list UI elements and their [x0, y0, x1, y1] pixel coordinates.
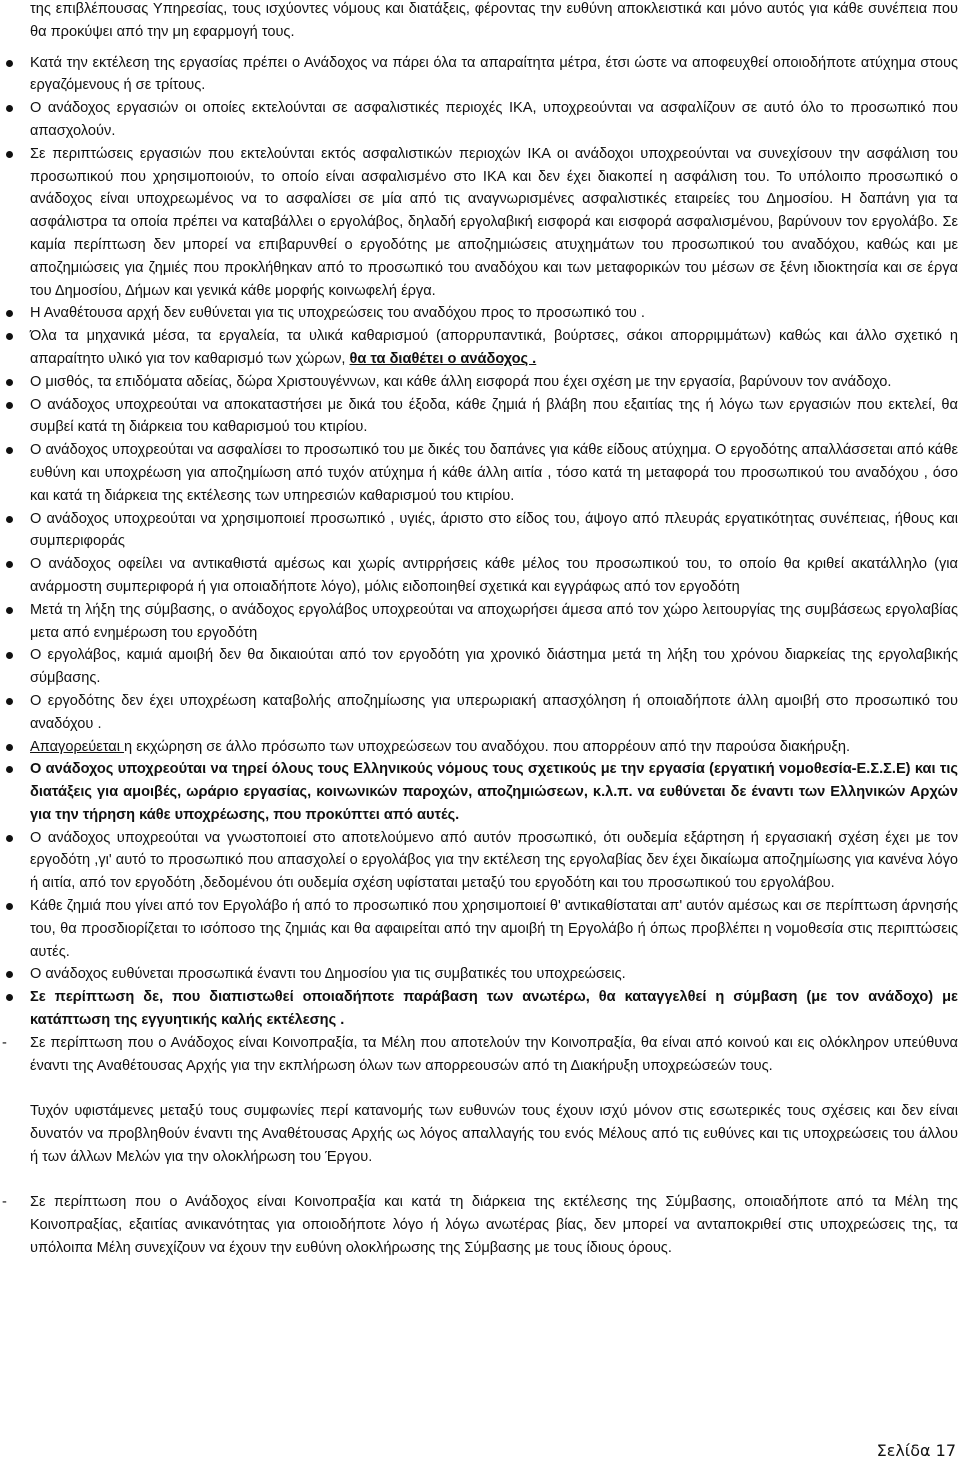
dash-item-member-inability: - Σε περίπτωση που ο Ανάδοχος είναι Κοινοπραξία και κατά τη διάρκεια της εκτέλεσης της Σύμβασης, οποιαδήποτε από τα Μέλη της Κοινοπραξίας, εξαιτίας ανικανότητας για οποιοδήποτε λόγο ή λόγω ανωτέρας βίας, δεν μπορεί να ανταποκριθεί στις υποχρεώσεις της, τα υπόλοιπα Μέλη συνεχίζουν να έχουν την ευθύνη ολοκλήρωσης της Σύμβασης με τους ίδιους όρους.	[0, 1191, 960, 1259]
bullet-icon	[6, 994, 13, 1001]
list-item: Ο ανάδοχος εργασιών οι οποίες εκτελούνται σε ασφαλιστικές περιοχές ΙΚΑ, υποχρεούνται να ασφαλίζουν σε αυτό όλο το προσωπικό που απασχολούν.	[0, 97, 960, 143]
list-item: Ο ανάδοχος ευθύνεται προσωπικά έναντι του Δημοσίου για τις συμβατικές του υποχρεώσεις.	[0, 963, 960, 986]
list-item: Σε περιπτώσεις εργασιών που εκτελούνται εκτός ασφαλιστικών περιοχών ΙΚΑ οι ανάδοχοι υποχρεούνται να συνεχίσουν την ασφάλιση του προσωπικού που χρησιμοποιούν, το οποίο είναι ασφαλισμένο στο ΙΚΑ και δεν έχει διακοπεί η ασφάλιση του. Το υπόλοιπο προσωπικό ο ανάδοχος είναι υποχρεωμένος να το ασφαλίσει σε μία από τις αναγνωρισμένες ασφαλιστικές εταιρείες του Δημοσίου. Η δαπάνη για τα ασφάλιστρα τα οποία πρέπει να καταβάλλει ο εργολάβος, δηλαδή εργολαβική εισφορά και εισφορά ασφαλισμένου, βαρύνουν τον εργολάβο. Σε καμία περίπτωση δεν μπορεί να επιβαρυνθεί ο εργοδότης με αποζημιώσεις ατυχημάτων του προσωπικού του αναδόχου, καθώς και με αποζημιώσεις για ζημιές που προκλήθηκαν από το προσωπικό του αναδόχου και των μεταφορικών του μέσων σε ξένη ιδιοκτησία και σε έργα του Δημοσίου, Δήμων και γενικά κάθε μορφής κοινωφελή έργα.	[0, 143, 960, 303]
bullet-icon	[6, 60, 13, 67]
spacer	[0, 44, 960, 52]
emphasis-text: θα τα διαθέτει ο ανάδοχος .	[349, 350, 537, 367]
underlined-text: Απαγορεύεται	[30, 738, 125, 755]
list-item	[0, 758, 960, 826]
spacer	[0, 1077, 960, 1100]
list-item: Μετά τη λήξη της σύμβασης, ο ανάδοχος εργολάβος υποχρεούται να αποχωρήσει άμεσα από τον χώρο λειτουργίας της συμβάσεως εργολαβίας μετα από ενημέρωση του εργοδότη	[0, 599, 960, 645]
bullet-icon	[6, 835, 13, 842]
dash-marker: -	[2, 1194, 7, 1211]
list-item: Ο μισθός, τα επιδόματα αδείας, δώρα Χριστουγέννων, και κάθε άλλη εισφορά που έχει σχέση με την εργασία, βαρύνουν τον ανάδοχο.	[0, 371, 960, 394]
list-item: Η Αναθέτουσα αρχή δεν ευθύνεται για τις υποχρεώσεις του αναδόχου προς το προσωπικό του .	[0, 302, 960, 325]
list-item: Ο ανάδοχος υποχρεούται να γνωστοποιεί στο αποτελούμενο από αυτόν προσωπικό, ότι ουδεμία εξάρτηση ή εργασιακή σχέση έχει με τον εργοδότη ,γι' αυτό το προσωπικό που απασχολεί ο εργολάβος για την εκτέλεση της εργολαβίας δεν έχει δικαίωμα αποζημίωσης για κανένα λόγο ή αιτία, από τον εργοδότη ,δεδομένου ότι ουδεμία σχέση υφίσταται μεταξύ του εργοδότη και του προσωπικού του εργολάβου.	[0, 827, 960, 895]
list-item	[0, 986, 960, 1032]
continuation-text: της επιβλέπουσας Υπηρεσίας, τους ισχύοντες νόμους και διατάξεις, φέροντας την ευθύνη αποκλειστικά και μόνο αυτός για κάθε συνέπεια που θα προκύψει από την μη εφαρμογή τους.	[30, 1, 958, 40]
list-item: Ο ανάδοχος υποχρεούται να ασφαλίσει το προσωπικό του με δικές του δαπάνες για κάθε είδους ατύχημα. Ο εργοδότης απαλλάσσεται από κάθε ευθύνη και υποχρέωση για αποζημίωση από τυχόν ατύχημα ή κάθε άλλη αιτία , τόσο κατά τη μεταφορά του προσωπικού του αναδόχου , όσο και κατά τη διάρκεια της εκτέλεσης των υπηρεσιών καθαρισμού του κτιρίου.	[0, 439, 960, 507]
bullet-icon	[6, 766, 13, 773]
dash-item-joint-venture: - Σε περίπτωση που ο Ανάδοχος είναι Κοινοπραξία, τα Μέλη που αποτελούν την Κοινοπραξία, θα είναι από κοινού και εις ολόκληρον υπεύθυνα έναντι της Αναθέτουσας Αρχής για την εκπλήρωση όλων των απορρεουσών από τη Διακήρυξη υποχρεώσεών τους.	[0, 1032, 960, 1078]
bullet-icon	[6, 310, 13, 317]
bullet-icon	[6, 607, 13, 614]
bullet-icon	[6, 379, 13, 386]
obligations-list	[0, 52, 960, 1032]
bullet-icon	[6, 333, 13, 340]
list-item: Ο ανάδοχος υποχρεούται να χρησιμοποιεί προσωπικό , υγιές, άριστο στο είδος του, άψογο από πλευράς εργατικότητας συνέπειας, ήθους και συμπεριφοράς	[0, 508, 960, 554]
bold-text: Ο ανάδοχος υποχρεούται να τηρεί όλους τους Ελληνικούς νόμους τους σχετικούς με την εργασία (εργατική νομοθεσία-Ε.Σ.Σ.Ε) και τις διατάξεις για αμοιβές, ωράριο εργασίας, κοινωνικών παροχών, αποζημιώσεων, κ.λ.π. να ευθύνεται δε έναντι των Ελληνικών Αρχών για την τήρηση κάθε υποχρέωσης, που προκύπτει από αυτές.	[30, 761, 958, 823]
list-item: Ο ανάδοχος υποχρεούται να αποκαταστήσει με δικά του έξοδα, κάθε ζημιά ή βλάβη που εξαιτίας της ή λόγω των εργασιών που εκτελεί, θα συμβεί κατά τη διάρκεια του καθαρισμού του κτιρίου.	[0, 394, 960, 440]
list-item: Όλα τα μηχανικά μέσα, τα εργαλεία, τα υλικά καθαρισμού (απορρυπαντικά, βούρτσες, σάκοι απορριμμάτων) καθώς και άλλο σχετικό η απαραίτητο υλικό για τον καθαρισμό των χώρων, θα τα διαθέτει ο ανάδοχος .	[0, 325, 960, 371]
bullet-icon	[6, 402, 13, 409]
bullet-icon	[6, 744, 13, 751]
bullet-icon	[6, 698, 13, 705]
list-item: Ο εργοδότης δεν έχει υποχρέωση καταβολής αποζημίωσης για υπερωριακή απασχόληση ή οποιαδήποτε άλλη αμοιβή στο προσωπικό του αναδόχου .	[0, 690, 960, 736]
bullet-icon	[6, 447, 13, 454]
spacer	[0, 1169, 960, 1192]
list-item: Κάθε ζημιά που γίνει από τον Εργολάβο ή από το προσωπικό που χρησιμοποιεί θ' αντικαθίσταται απ' αυτόν αμέσως και σε περίπτωση άρνησής του, θα προσδιορίζεται το ισόποσο της ζημιάς και θα αφαιρείται από την αμοιβή τη Εργολάβο ή όπως προβλέπει η νομοθεσία στις περιπτώσεις αυτές.	[0, 895, 960, 963]
bullet-icon	[6, 971, 13, 978]
bullet-icon	[6, 516, 13, 523]
dash-marker: -	[2, 1034, 7, 1051]
list-item: Κατά την εκτέλεση της εργασίας πρέπει ο Ανάδοχος να πάρει όλα τα απαραίτητα μέτρα, έτσι ώστε να αποφευχθεί οποιοδήποτε ατύχημα στους εργαζόμενους ή σε τρίτους.	[0, 52, 960, 98]
list-item: Ο ανάδοχος οφείλει να αντικαθιστά αμέσως και χωρίς αντιρρήσεις κάθε μέλος του προσωπικού του, το οποίο θα κριθεί ακατάλληλο (για ανάρμοστη συμπεριφορά ή για οποιαδήποτε λόγο), μόλις ειδοποιηθεί σχετικά και εγγράφως από τον εργοδότη	[0, 553, 960, 599]
list-item: Ο εργολάβος, καμιά αμοιβή δεν θα δικαιούται από τον εργοδότη για χρονικό διάστημα μετά τη λήξη του χρόνου διαρκείας της εργολαβικής σύμβασης.	[0, 644, 960, 690]
bullet-icon	[6, 561, 13, 568]
bullet-icon	[6, 652, 13, 659]
bold-text: Σε περίπτωση δε, που διαπιστωθεί οποιαδήποτε παράβαση των ανωτέρω, θα καταγγελθεί η σύμβαση (με τον ανάδοχο) με κατάπτωση της εγγυητικής καλής εκτέλεσης .	[30, 989, 958, 1029]
bullet-icon	[6, 903, 13, 910]
page-number: Σελίδα 17	[876, 1441, 956, 1460]
bullet-icon	[6, 151, 13, 158]
bullet-icon	[6, 105, 13, 112]
list-item: Απαγορεύεται η εκχώρηση σε άλλο πρόσωπο των υποχρεώσεων του αναδόχου. που απορρέουν από την παρούσα διακήρυξη.	[0, 736, 960, 759]
body-paragraph: Τυχόν υφιστάμενες μεταξύ τους συμφωνίες περί κατανομής των ευθυνών τους έχουν ισχύ μόνον στις εσωτερικές τους σχέσεις και δεν είναι δυνατόν να προβληθούν έναντι της Αναθέτουσας Αρχής ως λόγος απαλλαγής του ενός Μέλους από τις ευθύνες και τις υποχρεώσεις του άλλου ή των άλλων Μελών για την ολοκλήρωση του Έργου.	[30, 1103, 958, 1165]
